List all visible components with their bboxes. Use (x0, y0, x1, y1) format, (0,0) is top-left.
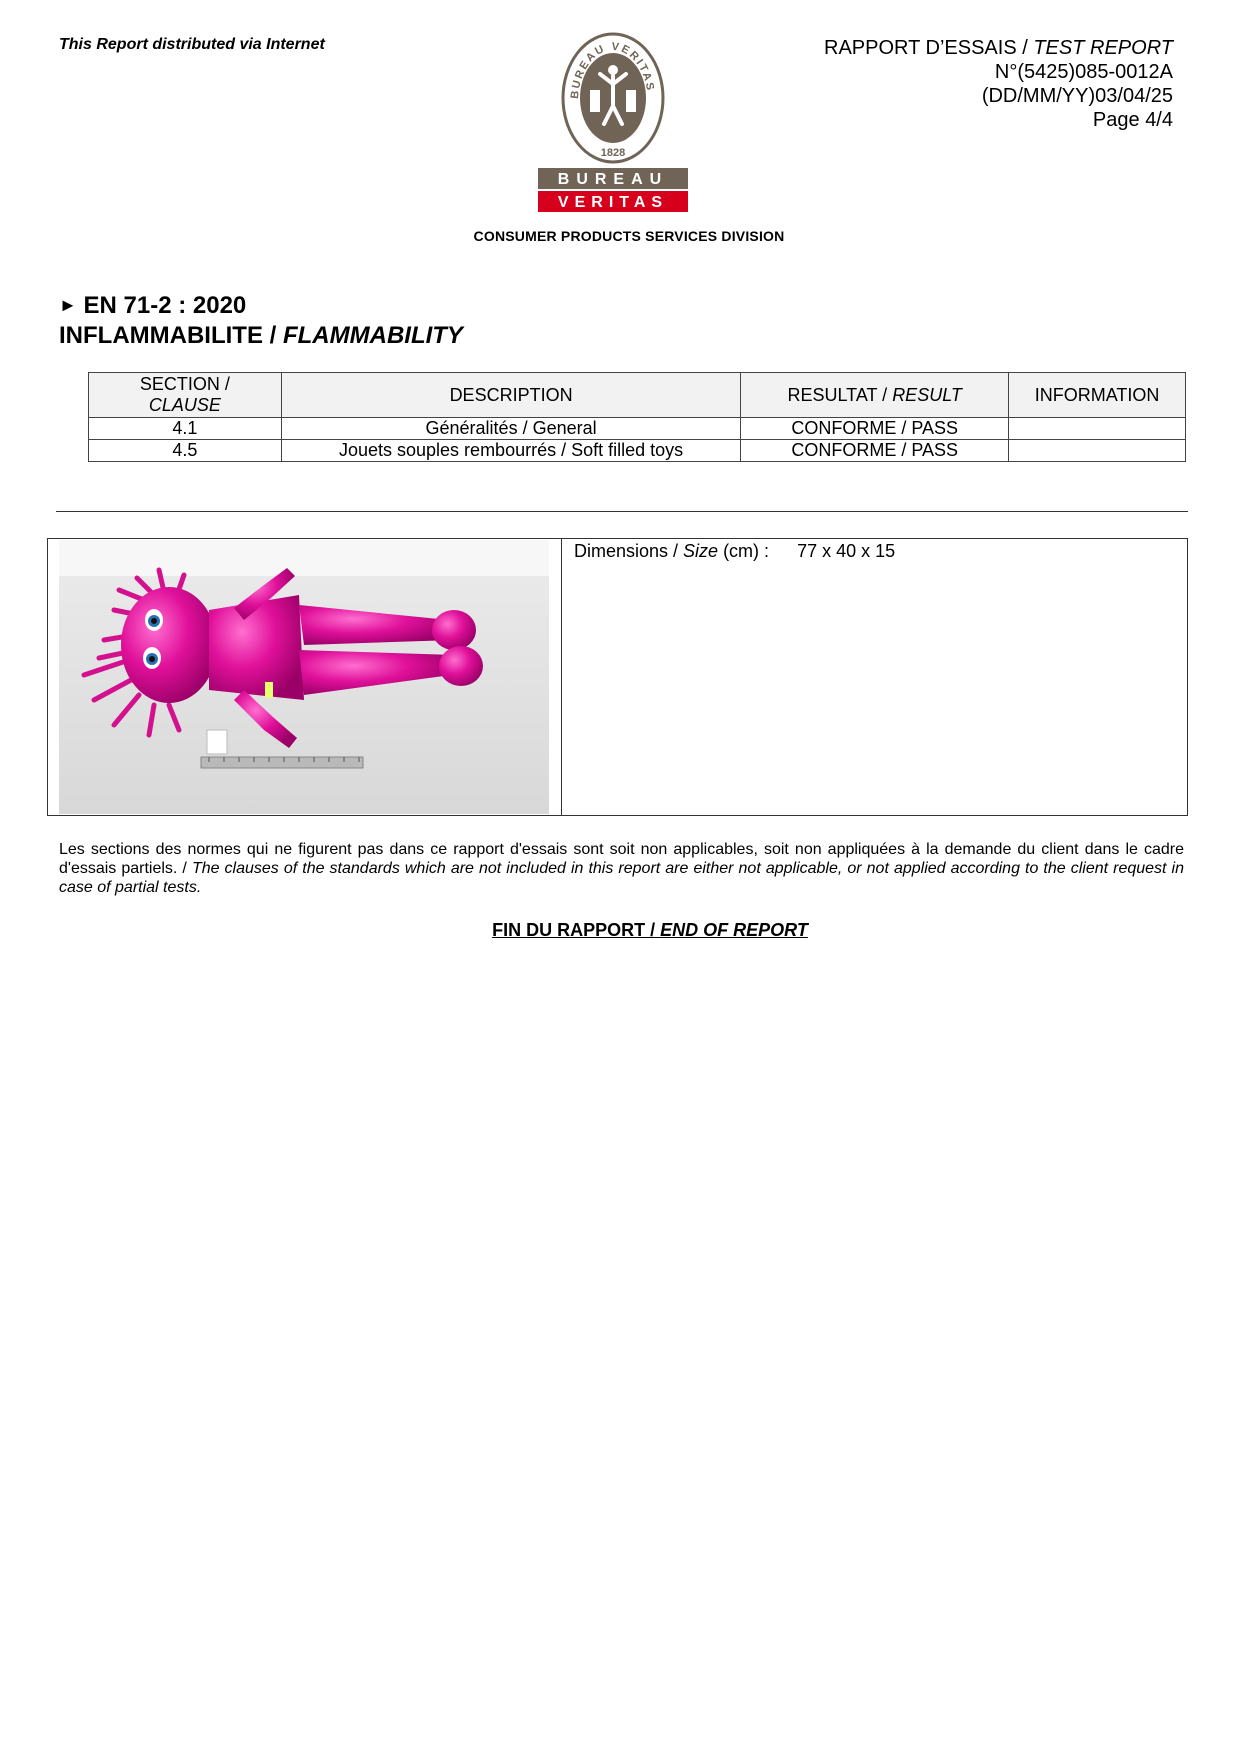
scope-note: Les sections des normes qui ne figurent pas dans ce rapport d'essais sont soit non applicables, soit non appliquées à la demande du client dans le cadre d'essais partiels. / The clauses of the standards which are not included in this report are either not applicable, or not applied according to the client request in case of partial tests. (59, 841, 1184, 896)
report-title: RAPPORT D’ESSAIS / TEST REPORT (824, 37, 1173, 59)
results-table (88, 372, 1186, 462)
table-header-row (89, 373, 1186, 418)
sample-box (47, 538, 1188, 816)
table-row (89, 440, 1186, 462)
cell-clause: 4.5 (89, 440, 282, 462)
sample-dimensions: Dimensions / Size (cm) : 77 x 40 x 15 (574, 541, 896, 561)
svg-text:BUREAU VERITAS: BUREAU VERITAS (568, 40, 657, 100)
header-information: INFORMATION (1009, 373, 1186, 418)
pink-plush-doll-photo-icon (59, 540, 549, 814)
header-section: SECTION / CLAUSE (89, 373, 282, 418)
triangle-bullet-icon: ► (59, 295, 77, 315)
svg-text:BUREAU: BUREAU (557, 171, 669, 188)
svg-text:VERITAS: VERITAS (557, 194, 669, 211)
report-number: N°(5425)085-0012A (994, 61, 1173, 83)
dimensions-value: 77 x 40 x 15 (797, 541, 896, 561)
divider (56, 511, 1188, 512)
end-of-report: FIN DU RAPPORT / END OF REPORT (492, 920, 808, 940)
report-date: (DD/MM/YY)03/04/25 (981, 85, 1173, 107)
svg-text:1828: 1828 (600, 147, 626, 159)
cell-description: Généralités / General (281, 418, 740, 440)
table-row (89, 418, 1186, 440)
cell-description: Jouets souples rembourrés / Soft filled toys (281, 440, 740, 462)
header-result: RESULTAT / RESULT (741, 373, 1009, 418)
header-description: DESCRIPTION (281, 373, 740, 418)
cell-result: CONFORME / PASS (741, 440, 1009, 462)
cell-result: CONFORME / PASS (741, 418, 1009, 440)
standard-code: ► EN 71-2 : 2020 (59, 292, 247, 319)
cell-clause: 4.1 (89, 418, 282, 440)
cell-information (1009, 440, 1186, 462)
distribution-notice: This Report distributed via Internet (59, 36, 325, 53)
cell-information (1009, 418, 1186, 440)
sample-photo-cell (48, 539, 562, 815)
standard-title: INFLAMMABILITE / FLAMMABILITY (59, 322, 463, 349)
report-header (824, 36, 1173, 132)
sample-photo (59, 540, 549, 814)
bureau-veritas-emblem-icon (538, 30, 688, 215)
standard-heading (59, 290, 463, 351)
page-number: Page 4/4 (1092, 109, 1173, 131)
bureau-veritas-logo (538, 30, 688, 215)
division-name: CONSUMER PRODUCTS SERVICES DIVISION (473, 228, 785, 244)
